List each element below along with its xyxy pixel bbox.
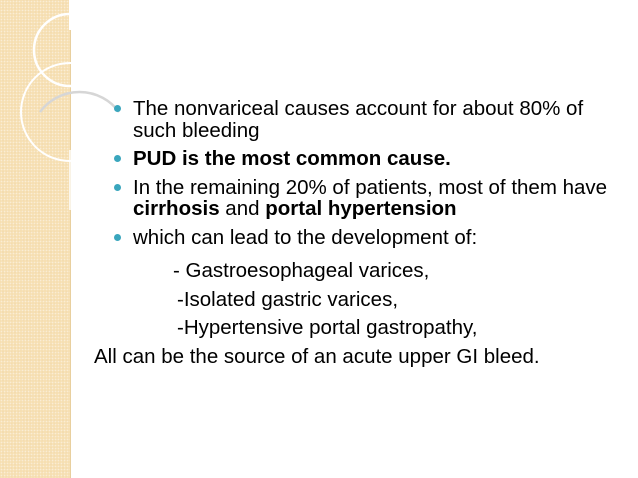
bullet-text: The nonvariceal causes account for about 80% of such bleeding	[133, 97, 584, 142]
sub-item-gastroesophageal: - Gastroesophageal varices,	[173, 259, 430, 282]
deco-ring-shadow	[40, 92, 119, 112]
bullet-item-pud	[113, 148, 613, 170]
deco-ring-middle	[21, 63, 119, 161]
closing-text: All can be the source of an acute upper GI bleed.	[94, 344, 540, 368]
bullet-item-remaining	[113, 177, 613, 220]
bullet-text-mid: and	[219, 197, 266, 220]
sub-item-hypertensive: -Hypertensive portal gastropathy,	[177, 316, 478, 339]
bullet-dot-icon	[114, 234, 121, 241]
sub-item-isolated-gastric: -Isolated gastric varices,	[177, 287, 399, 311]
bullet-text-bold-portal: portal hypertension	[265, 197, 457, 220]
bullet-text: PUD is the most common cause.	[133, 147, 451, 170]
bullet-item-nonvariceal	[113, 98, 613, 141]
bullet-text-bold-cirrhosis: cirrhosis	[133, 197, 220, 220]
bullet-dot-icon	[114, 105, 121, 112]
bullet-dot-icon	[114, 155, 121, 162]
bullet-text: which can lead to the development of:	[133, 225, 478, 249]
bullet-dot-icon	[114, 184, 121, 191]
bullet-text-pre: In the remaining 20% of patients, most of them have	[133, 175, 608, 199]
bullet-item-development	[113, 227, 613, 249]
slide-content	[94, 97, 613, 368]
